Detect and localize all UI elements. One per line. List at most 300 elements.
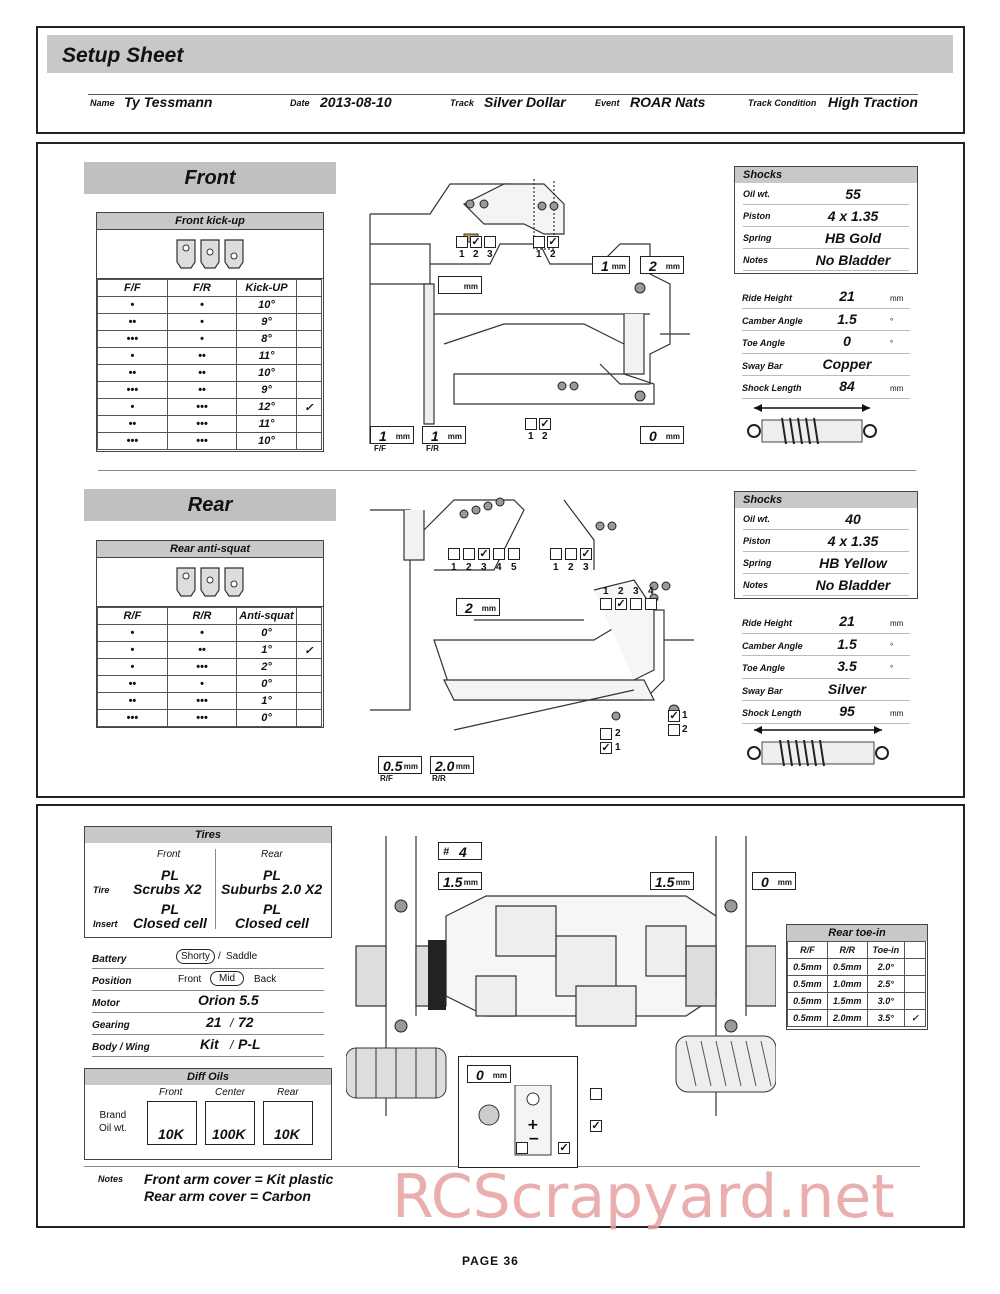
kickup-cell[interactable] xyxy=(296,314,321,331)
antisquat-h-rr: R/R xyxy=(167,608,237,625)
rear-shock-value: 4 x 1.35 xyxy=(827,533,879,549)
kickup-row xyxy=(98,433,322,450)
antisquat-blocks-icon xyxy=(173,562,253,602)
antisquat-cell[interactable] xyxy=(296,625,321,642)
antisquat-cell: • xyxy=(167,676,237,693)
toe-row xyxy=(788,993,926,1010)
rear-rr-box[interactable]: 2.0 mm xyxy=(430,756,474,774)
battery-label: Battery xyxy=(92,954,127,965)
rear-low-check-1[interactable] xyxy=(600,728,612,740)
toe-cell: 0.5mm xyxy=(788,959,828,976)
front-setting-value: 0 xyxy=(843,333,851,349)
toe-row xyxy=(788,1010,926,1027)
antisquat-cell: • xyxy=(98,625,168,642)
kickup-cell[interactable] xyxy=(296,382,321,399)
rear-suspension-diagram xyxy=(364,490,724,790)
battery-slash: / xyxy=(218,951,221,962)
antisquat-cell[interactable] xyxy=(296,693,321,710)
antisquat-cell[interactable]: ✓ xyxy=(296,642,321,659)
watermark: RCScrapyard.net xyxy=(392,1162,895,1232)
kickup-cell[interactable] xyxy=(296,416,321,433)
front-top-a-check-2[interactable]: ✓ xyxy=(471,236,481,248)
rear-top-a-check-1[interactable] xyxy=(448,548,460,560)
front-low-num-2: 2 xyxy=(542,431,548,442)
position-front-option[interactable]: Front xyxy=(178,974,202,985)
rear-shock-label: Oil wt. xyxy=(743,514,770,524)
gearing-b: 72 xyxy=(238,1014,254,1030)
rear-shock-value: No Bladder xyxy=(815,577,891,593)
date-value: 2013-08-10 xyxy=(320,94,392,110)
front-rear-divider xyxy=(98,470,916,471)
diff-center-field[interactable]: 100K xyxy=(205,1101,255,1145)
antisquat-cell: 1° xyxy=(237,642,297,659)
front-low-check-1[interactable] xyxy=(525,418,537,430)
rear-low-check-2[interactable]: ✓ xyxy=(601,742,611,754)
front-shock-row xyxy=(743,249,909,271)
rear-mid-check-2[interactable]: ✓ xyxy=(616,598,626,610)
kickup-block-icons xyxy=(97,230,323,279)
kickup-cell: ••• xyxy=(98,331,168,348)
rear-mid-num-2: 2 xyxy=(618,586,624,597)
toe-cell: 1.5mm xyxy=(827,993,867,1010)
rear-setting-unit: ° xyxy=(890,664,894,673)
rear-top-a-check-3[interactable]: ✓ xyxy=(479,548,489,560)
toe-cell: 0.5mm xyxy=(788,993,828,1010)
rear-setting-unit: mm xyxy=(890,619,904,628)
antisquat-row xyxy=(98,693,322,710)
rear-tire-2: Suburbs 2.0 X2 xyxy=(221,881,323,897)
kickup-cell[interactable] xyxy=(296,331,321,348)
kickup-cell: 8° xyxy=(237,331,297,348)
front-top-b-check-1[interactable] xyxy=(533,236,545,248)
detail-check-top[interactable] xyxy=(590,1088,602,1100)
event-value: ROAR Nats xyxy=(630,94,706,110)
kickup-cell: ••• xyxy=(98,382,168,399)
antisquat-cell: • xyxy=(98,642,168,659)
front-setting-unit: mm xyxy=(890,384,904,393)
page-title: Setup Sheet xyxy=(62,44,184,67)
rear-shock-row xyxy=(743,530,909,552)
front-low-check-2[interactable]: ✓ xyxy=(540,418,550,430)
antisquat-row xyxy=(98,676,322,693)
rear-side-num-2: 2 xyxy=(682,724,688,735)
front-tire-1: PL xyxy=(161,867,179,883)
front-kickup-table xyxy=(96,212,324,452)
notes-line-2: Rear arm cover = Carbon xyxy=(144,1188,311,1204)
kickup-row xyxy=(98,331,322,348)
kickup-row xyxy=(98,314,322,331)
rear-top-a-num-1: 1 xyxy=(451,562,457,573)
antisquat-cell[interactable] xyxy=(296,659,321,676)
front-box-1[interactable]: 1 mm xyxy=(592,256,630,274)
body-b: P-L xyxy=(238,1036,261,1052)
front-top-a-check-1[interactable] xyxy=(456,236,468,248)
general-rowline xyxy=(92,1056,324,1057)
front-top-a-num-2: 2 xyxy=(473,249,479,260)
front-setting-value: 84 xyxy=(839,378,855,394)
kickup-row xyxy=(98,348,322,365)
front-setting-row xyxy=(742,376,910,399)
body-slash: / xyxy=(230,1038,234,1052)
kickup-cell: • xyxy=(167,314,237,331)
kickup-cell[interactable] xyxy=(296,365,321,382)
rear-setting-label: Camber Angle xyxy=(742,640,803,651)
rear-top-a-check-4[interactable] xyxy=(493,548,505,560)
rear-side-check-1[interactable]: ✓ xyxy=(669,710,679,722)
front-shock-label: Oil wt. xyxy=(743,189,770,199)
chassis-front-box[interactable]: 1.5 mm xyxy=(438,872,482,890)
front-top-a-num-3: 3 xyxy=(487,249,493,260)
rear-top-b-check-2[interactable] xyxy=(565,548,577,560)
rear-settings xyxy=(734,611,918,723)
toe-cell[interactable] xyxy=(905,959,926,976)
rear-top-a-check-2[interactable] xyxy=(463,548,475,560)
antisquat-grid xyxy=(97,607,322,727)
page-number: PAGE 36 xyxy=(462,1254,519,1268)
front-shock-label: Spring xyxy=(743,233,772,243)
toe-cell[interactable]: ✓ xyxy=(905,1010,926,1027)
toe-cell[interactable] xyxy=(905,993,926,1010)
rear-top-a-num-2: 2 xyxy=(466,562,472,573)
front-setting-label: Camber Angle xyxy=(742,315,803,326)
toe-grid xyxy=(787,941,926,1027)
antisquat-title: Rear anti-squat xyxy=(97,541,323,558)
header-panel xyxy=(36,26,965,134)
kickup-cell[interactable] xyxy=(296,297,321,314)
front-setting-label: Ride Height xyxy=(742,293,793,303)
rear-top-b-check-1[interactable] xyxy=(550,548,562,560)
tires-front-label: Front xyxy=(157,849,181,860)
rear-setting-value: 95 xyxy=(839,703,855,719)
kickup-cell: 9° xyxy=(237,382,297,399)
rear-mid-num-3: 3 xyxy=(633,586,639,597)
rear-rr-label: R/R xyxy=(432,774,446,783)
rear-shock-row xyxy=(743,574,909,596)
tire-label: Tire xyxy=(93,885,110,895)
kickup-cell: •• xyxy=(98,365,168,382)
rear-setting-value: 21 xyxy=(839,613,855,629)
position-back-option[interactable]: Back xyxy=(254,974,277,985)
rear-setting-value: 3.5 xyxy=(837,658,857,674)
toe-cell: 2.0° xyxy=(867,959,904,976)
rear-setting-unit: mm xyxy=(890,709,904,718)
detail-check-right[interactable]: ✓ xyxy=(559,1142,569,1154)
kickup-row xyxy=(98,416,322,433)
kickup-row xyxy=(98,399,322,416)
antisquat-cell: ••• xyxy=(98,710,168,727)
tires-title: Tires xyxy=(85,827,331,843)
front-setting-unit: ° xyxy=(890,316,894,326)
rear-setting-row xyxy=(742,611,910,634)
toe-cell: 1.0mm xyxy=(827,976,867,993)
rear-setting-row xyxy=(742,634,910,657)
diff-title: Diff Oils xyxy=(85,1069,331,1085)
antisquat-cell: 0° xyxy=(237,676,297,693)
kickup-row xyxy=(98,382,322,399)
front-shock-value: 55 xyxy=(845,186,861,202)
kickup-cell: • xyxy=(167,331,237,348)
kickup-cell: ••• xyxy=(167,433,237,450)
kickup-grid xyxy=(97,279,322,450)
kickup-cell: ••• xyxy=(167,416,237,433)
rear-rf-box[interactable]: 0.5 mm xyxy=(378,756,422,774)
rear-insert-2: Closed cell xyxy=(235,915,309,931)
front-top-b-num-2: 2 xyxy=(550,249,556,260)
header-fields xyxy=(90,92,960,112)
front-ff-box[interactable]: 1 mm xyxy=(370,426,414,444)
antisquat-block-icons xyxy=(97,558,323,607)
kickup-cell: • xyxy=(98,348,168,365)
body-a: Kit xyxy=(200,1036,219,1052)
toe-row xyxy=(788,959,926,976)
front-shock-row xyxy=(743,205,909,227)
kickup-h-check xyxy=(296,280,321,297)
detail-box[interactable]: 0 mm xyxy=(467,1065,511,1083)
kickup-cell: • xyxy=(98,297,168,314)
front-top-b-check-2[interactable]: ✓ xyxy=(548,236,558,248)
front-setting-value: Copper xyxy=(822,355,872,372)
kickup-title: Front kick-up xyxy=(97,213,323,230)
rear-shock-label: Spring xyxy=(743,558,772,568)
rear-shock-row xyxy=(743,508,909,530)
front-fr-box[interactable]: 1 mm xyxy=(422,426,466,444)
antisquat-cell: ••• xyxy=(167,659,237,676)
rear-setting-unit: ° xyxy=(890,641,894,651)
kickup-cell: 10° xyxy=(237,433,297,450)
front-shocks-box xyxy=(734,166,918,274)
toe-cell: 2.5° xyxy=(867,976,904,993)
front-shock-icon xyxy=(742,402,892,452)
antisquat-cell: ••• xyxy=(167,710,237,727)
kickup-cell: •• xyxy=(167,365,237,382)
antisquat-h-check xyxy=(296,608,321,625)
rear-rf-label: R/F xyxy=(380,774,393,783)
chassis-rear-box-1[interactable]: 1.5 mm xyxy=(650,872,694,890)
motor-value: Orion 5.5 xyxy=(198,992,259,1008)
general-rowline xyxy=(92,1012,324,1013)
notes-line-1: Front arm cover = Kit plastic xyxy=(144,1171,334,1187)
rear-setting-row xyxy=(742,679,910,702)
gearing-label: Gearing xyxy=(92,1020,130,1031)
front-shocks-title: Shocks xyxy=(735,167,917,183)
rear-low-num-1: 2 xyxy=(615,728,621,739)
general-rowline xyxy=(92,990,324,991)
rear-box-1[interactable]: 2 mm xyxy=(456,598,500,616)
antisquat-h-val: Anti-squat xyxy=(237,608,297,625)
detail-check-mid[interactable]: ✓ xyxy=(591,1120,601,1132)
antisquat-cell: • xyxy=(167,625,237,642)
rear-mid-check-3[interactable] xyxy=(630,598,642,610)
rear-setting-label: Sway Bar xyxy=(742,685,783,696)
rear-setting-value: 1.5 xyxy=(837,635,857,652)
antisquat-cell: • xyxy=(98,659,168,676)
general-rows xyxy=(92,948,324,1058)
front-setting-row xyxy=(742,309,910,332)
kickup-cell: 11° xyxy=(237,416,297,433)
antisquat-cell[interactable] xyxy=(296,676,321,693)
front-setting-row xyxy=(742,354,910,377)
rear-top-b-num-2: 2 xyxy=(568,562,574,573)
general-rowline xyxy=(92,968,324,969)
antisquat-cell[interactable] xyxy=(296,710,321,727)
toe-cell: 0.5mm xyxy=(788,976,828,993)
condition-label: Track Condition xyxy=(748,98,817,108)
kickup-cell: • xyxy=(98,399,168,416)
kickup-cell: 9° xyxy=(237,314,297,331)
rear-low-num-2: 1 xyxy=(615,742,621,753)
toe-cell[interactable] xyxy=(905,976,926,993)
front-shock-value: 4 x 1.35 xyxy=(827,208,879,224)
rear-setting-value: Silver xyxy=(827,680,867,697)
antisquat-cell: ••• xyxy=(167,693,237,710)
suspension-panel xyxy=(36,142,965,798)
position-label: Position xyxy=(92,976,132,987)
tires-divider xyxy=(215,849,216,929)
antisquat-cell: 0° xyxy=(237,625,297,642)
rear-shock-label: Notes xyxy=(743,580,769,590)
rear-shock-value: HB Yellow xyxy=(819,555,887,571)
front-shock-label: Notes xyxy=(743,255,769,265)
front-bottom-box[interactable]: 0 mm xyxy=(640,426,684,444)
rear-setting-label: Ride Height xyxy=(742,618,793,628)
front-insert-1: PL xyxy=(161,901,179,917)
rear-tire-1: PL xyxy=(263,867,281,883)
rear-top-a-num-3: 3 xyxy=(481,562,487,573)
front-shock-row xyxy=(743,183,909,205)
diff-rear-label: Rear xyxy=(277,1087,299,1098)
antisquat-row xyxy=(98,642,322,659)
toe-row xyxy=(788,976,926,993)
front-settings xyxy=(734,286,918,398)
front-fr-label: F/R xyxy=(426,444,439,453)
antisquat-cell: •• xyxy=(167,642,237,659)
tires-rear-label: Rear xyxy=(261,849,283,860)
front-shock-value: HB Gold xyxy=(825,230,881,246)
front-top-a-check-3[interactable] xyxy=(484,236,496,248)
toe-title: Rear toe-in xyxy=(787,925,927,941)
rear-insert-1: PL xyxy=(263,901,281,917)
rear-mid-check-1[interactable] xyxy=(600,598,612,610)
kickup-cell: 10° xyxy=(237,297,297,314)
kickup-cell: ••• xyxy=(167,399,237,416)
toe-cell: 2.0mm xyxy=(827,1010,867,1027)
toe-cell: 0.5mm xyxy=(788,1010,828,1027)
rear-mid-num-4: 4 xyxy=(648,586,654,597)
rear-top-a-check-5[interactable] xyxy=(508,548,520,560)
diff-center-label: Center xyxy=(215,1087,246,1098)
antisquat-cell: •• xyxy=(98,676,168,693)
rear-top-a-num-4: 4 xyxy=(496,562,502,573)
kickup-cell: 11° xyxy=(237,348,297,365)
rear-shock-row xyxy=(743,552,909,574)
front-setting-value: 1.5 xyxy=(837,310,857,327)
kickup-cell: ••• xyxy=(98,433,168,450)
kickup-cell[interactable] xyxy=(296,348,321,365)
rear-top-b-num-1: 1 xyxy=(553,562,559,573)
kickup-h-ff: F/F xyxy=(98,280,168,297)
toe-cell: 0.5mm xyxy=(827,959,867,976)
kickup-h-fr: F/R xyxy=(167,280,237,297)
front-setting-unit: ° xyxy=(890,339,894,348)
rear-section-title: Rear xyxy=(84,489,336,521)
rear-top-b-check-3[interactable]: ✓ xyxy=(581,548,591,560)
toe-h-rr: R/R xyxy=(827,942,867,959)
front-shock-row xyxy=(743,227,909,249)
antisquat-cell: 0° xyxy=(237,710,297,727)
detail-check-left[interactable] xyxy=(516,1142,528,1154)
rear-antisquat-table xyxy=(96,540,324,728)
motor-label: Motor xyxy=(92,998,120,1009)
notes-label: Notes xyxy=(98,1174,124,1184)
svg-text:−: − xyxy=(528,1131,540,1147)
front-blank-box[interactable]: mm xyxy=(438,276,482,294)
rear-setting-label: Toe Angle xyxy=(742,663,785,673)
tires-box xyxy=(84,826,332,938)
kickup-h-kick: Kick-UP xyxy=(237,280,297,297)
diff-front-field[interactable]: 10K xyxy=(147,1101,197,1145)
insert-label: Insert xyxy=(93,919,118,929)
event-label: Event xyxy=(595,98,620,108)
diff-front-label: Front xyxy=(159,1087,183,1098)
chassis-hash-box[interactable]: # 4 xyxy=(438,842,482,860)
front-box-2[interactable]: 2 mm xyxy=(640,256,684,274)
antisquat-cell: 2° xyxy=(237,659,297,676)
general-rowline xyxy=(92,1034,324,1035)
position-mid-option[interactable]: Mid xyxy=(210,971,244,986)
front-top-a-num-1: 1 xyxy=(459,249,465,260)
kickup-cell[interactable] xyxy=(296,433,321,450)
gearing-a: 21 xyxy=(206,1014,222,1030)
rear-setting-row xyxy=(742,656,910,679)
kickup-row xyxy=(98,297,322,314)
front-setting-value: 21 xyxy=(839,288,855,304)
front-shock-value: No Bladder xyxy=(815,252,891,268)
chassis-rear-box-2[interactable]: 0 mm xyxy=(752,872,796,890)
kickup-cell: • xyxy=(167,297,237,314)
front-setting-row xyxy=(742,331,910,354)
rear-shock-value: 40 xyxy=(845,511,861,527)
rear-toe-table xyxy=(786,924,928,1030)
rear-top-a-num-5: 5 xyxy=(511,562,517,573)
gearing-slash: / xyxy=(230,1016,234,1030)
battery-saddle-option[interactable]: Saddle xyxy=(226,951,258,962)
front-setting-row xyxy=(742,286,910,309)
rear-side-check-2[interactable] xyxy=(668,724,680,736)
svg-text:+: + xyxy=(527,1117,539,1133)
rear-mid-num-1: 1 xyxy=(603,586,609,597)
toe-cell: 3.0° xyxy=(867,993,904,1010)
diff-rear-field[interactable]: 10K xyxy=(263,1101,313,1145)
kickup-row xyxy=(98,365,322,382)
date-label: Date xyxy=(290,98,310,108)
antisquat-cell: •• xyxy=(98,693,168,710)
body-label: Body / Wing xyxy=(92,1042,150,1053)
rear-mid-check-4[interactable] xyxy=(645,598,657,610)
front-setting-unit: mm xyxy=(890,294,904,303)
toe-h-check xyxy=(905,942,926,959)
battery-shorty-option[interactable]: Shorty xyxy=(176,949,215,964)
kickup-cell[interactable]: ✓ xyxy=(296,399,321,416)
kickup-cell: •• xyxy=(98,314,168,331)
front-tire-2: Scrubs X2 xyxy=(133,881,202,897)
track-label: Track xyxy=(450,98,474,108)
name-value: Ty Tessmann xyxy=(124,94,213,110)
rear-shock-icon xyxy=(742,724,892,774)
toe-h-rf: R/F xyxy=(788,942,828,959)
kickup-cell: •• xyxy=(167,348,237,365)
track-value: Silver Dollar xyxy=(484,94,566,110)
front-section-title: Front xyxy=(84,162,336,194)
